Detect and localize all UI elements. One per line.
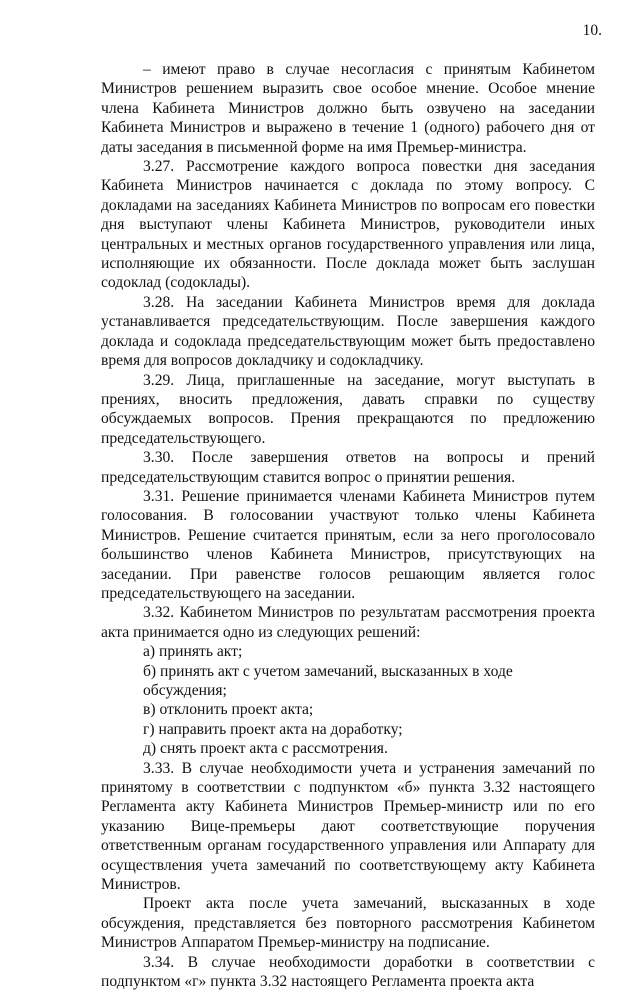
paragraph-3-27: 3.27. Рассмотрение каждого вопроса повестки дня заседания Кабинета Министров начинается с доклада по этому вопросу. С докладами на заседаниях Кабинета Министров по вопросам его повестки дня выступают члены Кабинета Министров, руководители иных центральных и местных органов государственного управления или лица, исполняющие их обязанности. После доклада может быть заслушан содоклад (содоклады). [101,158,595,292]
decision-item-v: в) отклонить проект акта; [143,701,314,719]
paragraph-3-30: 3.30. После завершения ответов на вопросы и прений председательствующим ставится вопрос о принятии решения. [101,449,595,486]
paragraph-3-29: 3.29. Лица, приглашенные на заседание, могут выступать в прениях, вносить предложения, давать справки по существу обсуждаемых вопросов. Прения прекращаются по предложению председательствующего. [101,371,595,447]
paragraph-special-opinion: – имеют право в случае несогласия с принятым Кабинетом Министров решением выразить свое особое мнение. Особое мнение члена Кабинета Министров должно быть озвучено на заседании Кабинета Министров и выражено в течение 1 (одного) рабочего дня от даты заседания в письменной форме на имя Премьер-министра. [101,61,595,156]
page-body [101,60,595,992]
decision-item-g: г) направить проект акта на доработку; [143,720,403,738]
decision-item-d: д) снять проект акта с рассмотрения. [143,740,388,758]
decision-item-b: б) принять акт с учетом замечаний, высказанных в ходе обсуждения; [143,662,513,699]
paragraph-3-31: 3.31. Решение принимается членами Кабинета Министров путем голосования. В голосовании участвуют только члены Кабинета Министров. Решение считается принятым, если за него проголосовало большинство членов Кабинета Министров, присутствующих на заседании. При равенстве голосов решающим является голос председательствующего на заседании. [101,487,595,602]
paragraph-3-28: 3.28. На заседании Кабинета Министров время для доклада устанавливается председательствующим. После завершения каждого доклада и содоклада председательствующим может быть предоставлено время для вопросов докладчику и содокладчику. [101,293,595,370]
paragraph-3-33-continued: Проект акта после учета замечаний, высказанных в ходе обсуждения, представляется без повторного рассмотрения Кабинетом Министров Аппаратом Премьер-министру на подписание. [101,895,595,952]
paragraph-3-32: 3.32. Кабинетом Министров по результатам рассмотрения проекта акта принимается одно из следующих решений: [101,604,595,641]
decision-item-a: а) принять акт; [143,643,243,661]
paragraph-3-34: 3.34. В случае необходимости доработки в соответствии с подпунктом «г» пункта 3.32 настоящего Регламента проекта акта [101,953,595,991]
page-number: 10. [582,22,602,39]
paragraph-3-33: 3.33. В случае необходимости учета и устранения замечаний по принятому в соответствии с подпунктом «б» пункта 3.32 настоящего Регламента акту Кабинета Министров Премьер-министр или по его указанию Вице-премьеры дают соответствующие поручения ответственным органам государственного управления или Аппарату для осуществления учета замечаний по соответствующему акту Кабинета Министров. [101,759,595,894]
